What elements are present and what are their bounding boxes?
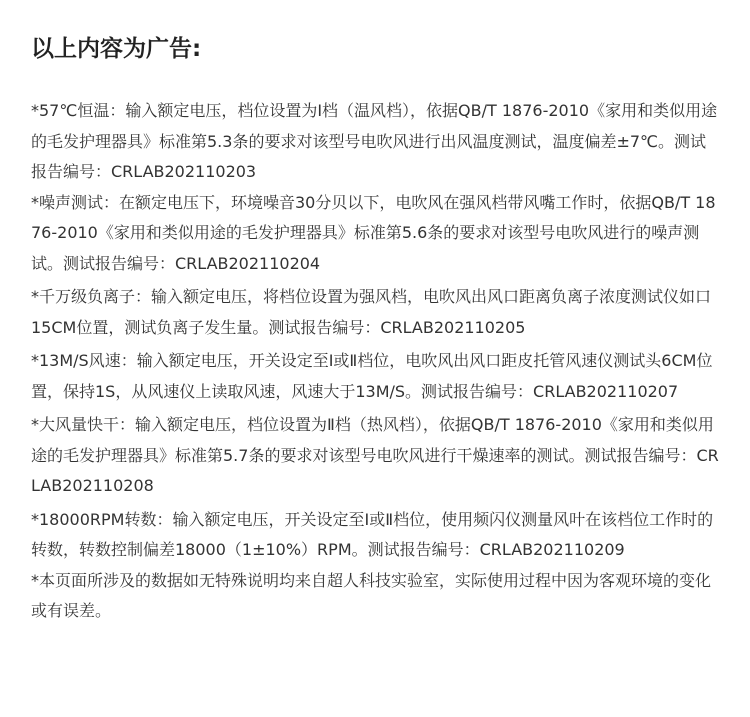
note-negative-ions: *千万级负离子：输入额定电压，将档位设置为强风档，电吹风出风口距离负离子浓度测试仪如口15CM位置，测试负离子发生量。测试报告编号：CRLAB202110205 [31, 287, 712, 337]
page-title: 以上内容为广告: [31, 36, 202, 62]
note-fast-drying: *大风量快干：输入额定电压，档位设置为Ⅱ档（热风档），依据QB/T 1876-2010《家用和类似用途的毛发护理器具》标准第5.7条的要求对该型号电吹风进行干燥速率的测试。测试报告编号：CRLAB202110208 [31, 415, 719, 495]
note-rpm: *18000RPM转数：输入额定电压，开关设定至Ⅰ或Ⅱ档位，使用频闪仪测量风叶在该档位工作时的转数，转数控制偏差18000（1±10%）RPM。测试报告编号：CRLAB202110209 [31, 509, 714, 559]
note-57c-constant-temperature: *57℃恒温：输入额定电压，档位设置为Ⅰ档（温风档），依据QB/T 1876-2010《家用和类似用途的毛发护理器具》标准第5.3条的要求对该型号电吹风进行出风温度测试，温度偏差±7℃。测试报告编号：CRLAB202110203 [31, 101, 718, 181]
note-noise-test: *噪声测试：在额定电压下，环境噪音30分贝以下，电吹风在强风档带风嘴工作时，依据QB/T 1876-2010《家用和类似用途的毛发护理器具》标准第5.6条的要求对该型号电吹风进行的噪声测试。测试报告编号：CRLAB202110204 [31, 192, 716, 273]
note-lab-source: *本页面所涉及的数据如无特殊说明均来自超人科技实验室，实际使用过程中因为客观环境的变化或有误差。 [31, 570, 712, 620]
note-wind-speed: *13M/S风速：输入额定电压，开关设定至Ⅰ或Ⅱ档位，电吹风出风口距皮托管风速仪测试头6CM位置，保持1S，从风速仪上读取风速，风速大于13M/S。测试报告编号：CRLAB202110207 [31, 351, 713, 401]
disclaimer-notes [31, 96, 721, 627]
